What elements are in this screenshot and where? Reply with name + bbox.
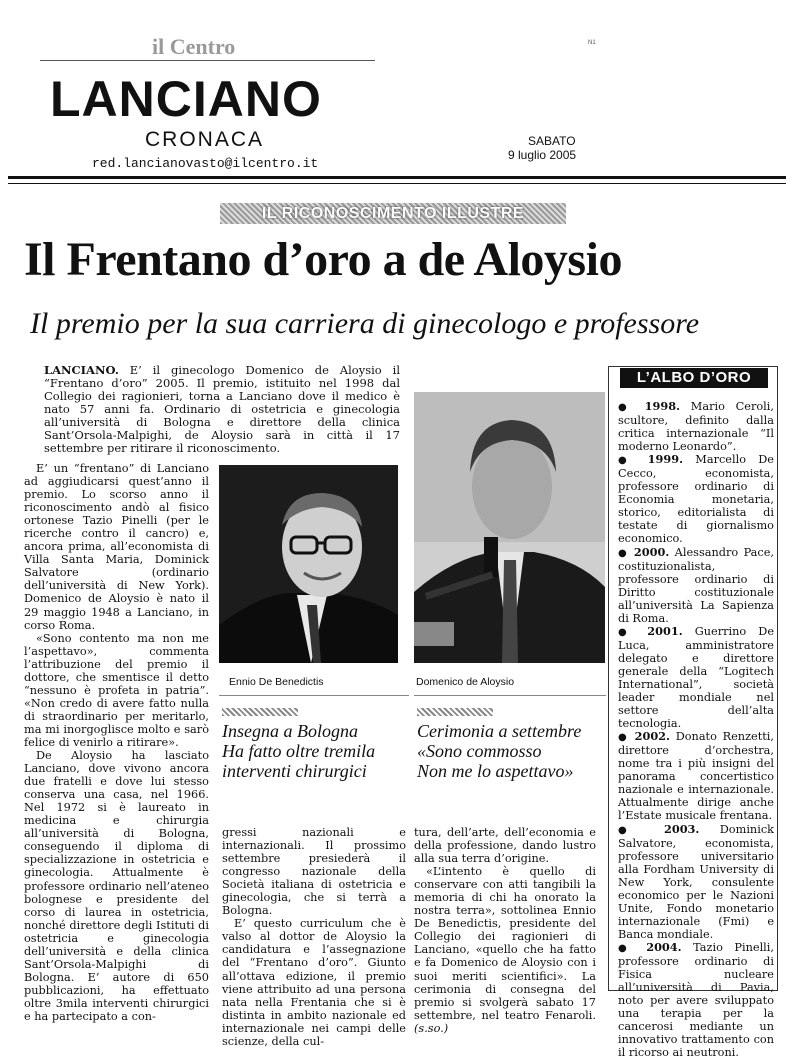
award-text: Donato Renzetti, direttore d’orchestra, nome tra i più insigni del panorama concertistico nazionale e internazionale. Attualmente dirige anche l’Estate musicale frentana. <box>618 730 775 823</box>
article-headline: Il Frentano d’oro a de Aloysio <box>24 233 622 286</box>
award-text: Mario Ceroli, scultore, definito dalla critica internazionale “Il moderno Leonardo”. <box>618 400 774 454</box>
box-line: Cerimonia a settembre <box>417 721 582 741</box>
article-subhead: Il premio per la sua carriera di ginecologo e professore <box>30 307 700 340</box>
paragraph: tura, dell’arte, dell’economia e della professione, dando lustro alla sua terra d’origine. <box>414 826 596 866</box>
award-year: 1998. <box>644 399 681 413</box>
edition-title: LANCIANO <box>50 71 322 127</box>
albo-doro-title: L’ALBO D’ORO <box>620 368 768 388</box>
box-stripe <box>417 708 493 716</box>
article-column-3 <box>414 826 596 1035</box>
article-lead <box>44 364 400 455</box>
list-item <box>618 625 774 730</box>
paragraph-text: «L’intento è quello di conservare con atti tangibili la memoria di chi ha onorato la nostra terra», sottolinea Ennio De Benedictis, presidente del Collegio dei ragionieri di Lanciano, «quello che ha fatto e fa Domenico de Aloysio con i suoi meriti scientifici». La cerimonia di consegna del premio si svolgerà sabato 17 settembre, nel teatro Fenaroli. <box>414 865 596 1022</box>
box-line: Non me lo aspettavo» <box>417 761 574 781</box>
masthead-rule <box>40 60 375 61</box>
box-title-cerimonia <box>417 721 607 781</box>
photo-de-benedictis <box>219 465 398 663</box>
paragraph: E’ questo curriculum che è valso al dottor de Aloysio la candidatura e l’assegnazione del “Frentano d’oro”. Giunto all’ottava edizione, il premio viene attribuito ad una persona nata nella Frentania che si è distinta in ambito nazionale ed internazionale nei campi delle scienze, della cul- <box>222 917 406 1048</box>
portrait-image <box>414 392 605 663</box>
box-line: Ha fatto oltre tremila <box>222 741 376 761</box>
paragraph: E’ un “frentano” di Lanciano ad aggiudicarsi quest’anno il premio. Lo scorso anno il riconoscimento andò al fisico ortonese Tazio Pinelli (per le ricerche contro il cancro) e, ancora prima, all’economista di Villa Santa Maria, Dominick Salvatore (ordinario dell’università di New York). Domenico de Aloysio è nato il 29 maggio 1948 a Lanciano, in corso Roma. <box>24 462 209 632</box>
award-text: Guerrino De Luca, amministratore delegato e direttore generale della “Logitech International”, società leader mondiale nel settore dell’alta tecnologia. <box>618 624 775 731</box>
bullet-icon: ● <box>618 732 629 744</box>
article-column-1 <box>24 462 209 1023</box>
paragraph: gressi nazionali e internazionali. Il prossimo settembre presiederà il congresso nazionale della Società italiana di ostetricia e ginecologia, che si terrà a Bologna. <box>222 826 406 918</box>
award-text: Marcello De Cecco, economista, professore ordinario di Economia monetaria, storico, editorialista di testate di giornalismo economico. <box>618 453 774 546</box>
box-line: interventi chirurgici <box>222 761 367 781</box>
box-line: «Sono commosso <box>417 741 542 761</box>
list-item <box>618 400 774 453</box>
award-year: 2001. <box>647 623 683 638</box>
list-item <box>618 941 774 1059</box>
photo2-caption: Domenico de Aloysio <box>416 676 515 688</box>
photo-de-aloysio <box>414 392 605 663</box>
albo-doro-list <box>618 400 774 1059</box>
issue-date: 9 luglio 2005 <box>508 148 577 162</box>
award-year: 2002. <box>634 729 670 744</box>
award-text: Alessandro Pace, costituzionalista, professore ordinario di Diritto costituzionale all’università La Sapienza di Roma. <box>618 545 774 625</box>
newspaper-logo: il Centro <box>152 34 236 59</box>
award-text: Dominick Salvatore, economista, professore universitario alla Fordham University di New York, consulente economico per le Nazioni Unite, Fondo monetario internazionale (Fmi) e Banca mondiale. <box>618 822 774 941</box>
caption-rule <box>219 695 409 696</box>
bullet-icon: ● <box>618 547 629 559</box>
header-rule-thin <box>8 183 786 184</box>
bullet-icon: ● <box>618 824 644 836</box>
paragraph: «Sono contento ma non me l’aspettavo», commenta l’attribuzione del premio il dottore, che smentisce il detto “nessuno è profeta in patria”. «Non credo di avere fatto nulla di straordinario per meritarlo, ma mi inorgoglisce molto e sarò felice di venirlo a ritirare». <box>24 631 209 749</box>
award-year: 2000. <box>633 544 670 559</box>
box-title-bologna <box>222 721 412 781</box>
issue-day: SABATO <box>528 134 576 148</box>
author-signature: (s.so.) <box>414 1021 449 1035</box>
award-year: 2004. <box>646 939 682 954</box>
award-year: 2003. <box>663 821 700 836</box>
list-item <box>618 546 774 625</box>
list-item <box>618 823 774 941</box>
article-kicker: IL RICONOSCIMENTO ILLUSTRE <box>220 203 566 224</box>
portrait-image <box>219 465 398 663</box>
bullet-icon: ● <box>618 942 635 954</box>
lead-dateline: LANCIANO. <box>44 363 119 377</box>
bullet-icon: ● <box>618 626 636 638</box>
lead-text: E’ il ginecologo Domenico de Aloysio il “Frentano d’oro” 2005. Il premio, istituito nel 1998 dal Collegio dei ragionieri, torna a Lanciano dove il medico è nato 57 anni fa. Ordinario di ostetricia e ginecologia all’università di Bologna e direttore della clinica Sant’Orsola-Malpighi, de Aloysio sarà in città il 17 settembre per ritirare il riconoscimento. <box>44 363 400 455</box>
list-item <box>618 453 774 545</box>
award-text: Tazio Pinelli, professore ordinario di Fisica nucleare all’università di Pavia, noto per avere sviluppato una terapia per la cancerosi mediante un innovativo trattamento con il ricorso ai neutroni. <box>618 940 774 1059</box>
caption-rule <box>414 695 606 696</box>
article-column-2 <box>222 826 406 1048</box>
editorial-email: red.lancianovasto@ilcentro.it <box>92 156 319 171</box>
list-item <box>618 730 774 822</box>
bullet-icon: ● <box>618 402 634 413</box>
paragraph <box>414 865 596 1035</box>
box-stripe <box>222 708 298 716</box>
paragraph: De Aloysio ha lasciato Lanciano, dove vivono ancora due fratelli e dove lui stesso conserva una casa, nel 1966. Nel 1972 si è laureato in medicina e chirurgia all’università di Bologna, conseguendo il diploma di specializzazione in ostetricia e ginecologia. Attualmente è professore ordinario nell’ateneo bolognese e presidente del corso di laurea in ostetricia, nonché direttore degli Istituti di ostetricia e ginecologia dell’università e della clinica Sant’Orsola-Malpighi di Bologna. E’ autore di 650 pubblicazioni, ha effettuato oltre 3mila interventi chirurgici e ha partecipato a con- <box>24 749 209 1023</box>
section-title: CRONACA <box>145 128 265 151</box>
award-year: 1999. <box>647 452 684 467</box>
photo1-caption: Ennio De Benedictis <box>229 676 324 688</box>
box-line: Insegna a Bologna <box>222 721 358 741</box>
bullet-icon: ● <box>618 455 636 467</box>
header-rule-thick <box>8 176 786 179</box>
page-tag: N1 <box>588 40 596 46</box>
